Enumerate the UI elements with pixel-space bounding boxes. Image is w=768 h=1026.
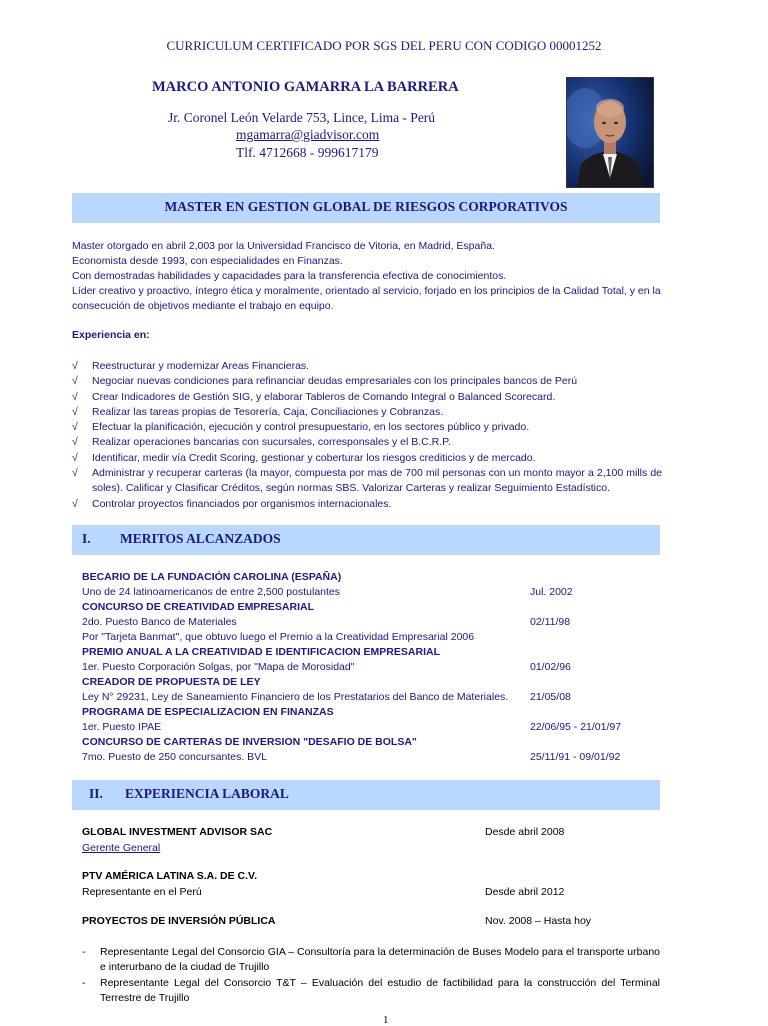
list-item: √ Reestructurar y modernizar Areas Financieras.: [72, 359, 662, 374]
merit-date: Jul. 2002: [530, 586, 573, 598]
list-item: √ Efectuar la planificación, ejecución y control presupuestario, en los sectores público y privado.: [72, 420, 662, 435]
merit-heading: CONCURSO DE CARTERAS DE INVERSION "DESAFIO DE BOLSA": [82, 736, 417, 748]
email-link[interactable]: mgamarra@giadvisor.com: [236, 127, 380, 142]
merits-section-bar: [72, 525, 660, 555]
check-icon: √: [72, 467, 78, 480]
check-icon: √: [72, 421, 78, 434]
list-item: √ Negociar nuevas condiciones para refinanciar deudas empresariales con los principales bancos de Perú: [72, 374, 662, 389]
experience-list: [72, 359, 662, 512]
intro-line: Master otorgado en abril 2,003 por la Universidad Francisco de Vitoria, en Madrid, España.: [72, 240, 495, 252]
address: Jr. Coronel León Velarde 753, Lince, Lima - Perú: [168, 110, 436, 125]
intro-line: Líder creativo y proactivo, íntegro ética y moralmente, orientado al servicio, forjado en los principios de la Calidad Total, y en la consecución de objetivos mediante el trabajo en equipo.: [72, 285, 661, 312]
section-number: II.: [89, 786, 103, 801]
list-item: - Representante Legal del Consorcio GIA – Consultoría para la determinación de Buses Modelo para el transporte urbano e interurbano de la ciudad de Trujillo: [82, 946, 660, 973]
document-header-title: CURRICULUM CERTIFICADO POR SGS DEL PERU CON CODIGO 00001252: [166, 38, 602, 53]
list-item: √ Realizar operaciones bancarias con sucursales, corresponsales y el B.C.R.P.: [72, 435, 662, 450]
list-item: √ Realizar las tareas propias de Tesorería, Caja, Conciliaciones y Cobranzas.: [72, 405, 662, 420]
merit-heading: PREMIO ANUAL A LA CREATIVIDAD E IDENTIFICACION EMPRESARIAL: [82, 646, 440, 658]
check-icon: √: [72, 436, 78, 449]
merit-line: 7mo. Puesto de 250 concursantes. BVL 25/11/91 - 09/01/92: [82, 751, 621, 763]
section-number: I.: [82, 531, 91, 546]
job-date: Desde abril 2012: [485, 886, 565, 898]
check-icon: √: [72, 375, 78, 388]
list-item: - Representante Legal del Consorcio T&T – Evaluación del estudio de factibilidad para la construcción del Terminal Terrestre de Trujillo: [82, 977, 660, 1004]
check-icon: √: [72, 360, 78, 372]
job-role[interactable]: Gerente General: [82, 842, 161, 854]
check-icon: √: [72, 497, 78, 510]
projects-list: [82, 945, 660, 1007]
check-icon: √: [72, 451, 78, 464]
job-company: PROYECTOS DE INVERSIÓN PÚBLICA Nov. 2008 – Hasta hoy: [82, 915, 592, 927]
merit-heading: BECARIO DE LA FUNDACIÓN CAROLINA (ESPAÑA): [82, 571, 342, 583]
merit-date: 02/11/98: [530, 616, 571, 628]
merit-line: 1er. Puesto Corporación Solgas, por "Mapa de Morosidad" 01/02/96: [82, 661, 571, 673]
merit-heading: CONCURSO DE CREATIVIDAD EMPRESARIAL: [82, 601, 314, 613]
section-title: MERITOS ALCANZADOS: [120, 531, 281, 546]
merit-heading: PROGRAMA DE ESPECIALIZACION EN FINANZAS: [82, 706, 334, 718]
merit-line: 1er. Puesto IPAE 22/06/95 - 21/01/97: [82, 721, 622, 733]
list-item: √ Identificar, medir vía Credit Scoring, gestionar y coberturar los riesgos crediticios y de mercado.: [72, 451, 662, 466]
merit-date: 22/06/95 - 21/01/97: [530, 721, 622, 733]
job-company: GLOBAL INVESTMENT ADVISOR SAC Desde abril 2008: [82, 826, 565, 838]
merit-line: Ley N° 29231, Ley de Saneamiento Financiero de los Prestatarios del Banco de Materiales. 21/05/08: [82, 691, 571, 703]
merit-date: 01/02/96: [530, 661, 571, 673]
intro-line: Economista desde 1993, con especialidades en Finanzas.: [72, 255, 343, 267]
job-role: Representante en el Perú Desde abril 2012: [82, 886, 565, 898]
experience-section-bar: [72, 780, 660, 810]
master-title: MASTER EN GESTION GLOBAL DE RIESGOS CORPORATIVOS: [164, 199, 568, 214]
master-section-bar: [72, 193, 660, 223]
job-date: Nov. 2008 – Hasta hoy: [485, 915, 592, 927]
list-item: √ Crear Indicadores de Gestión SIG, y elaborar Tableros de Comando Integral o Balanced Scorecard.: [72, 390, 662, 405]
section-title: EXPERIENCIA LABORAL: [125, 786, 289, 801]
intro-line: Con demostradas habilidades y capacidades para la transferencia efectiva de conocimientos.: [72, 270, 507, 282]
candidate-name: MARCO ANTONIO GAMARRA LA BARRERA: [152, 79, 459, 95]
dash-bullet: -: [82, 977, 86, 989]
job-company: PTV AMÉRICA LATINA S.A. DE C.V.: [82, 870, 258, 882]
merit-date: 21/05/08: [530, 691, 571, 703]
merit-line: 2do. Puesto Banco de Materiales 02/11/98: [82, 616, 571, 628]
dash-bullet: -: [82, 946, 86, 958]
check-icon: √: [72, 405, 78, 418]
check-icon: √: [72, 390, 78, 403]
experience-heading: Experiencia en:: [72, 329, 150, 341]
list-item: √ Administrar y recuperar carteras (la mayor, compuesta por mas de 700 mil personas con un monto mayor a 2,100 mills de soles). Calificar y Clasificar Créditos, según normas SBS. Valorizar Carteras y realizar Seguimiento Estadístico.: [72, 467, 662, 495]
page-number: 1: [383, 1014, 389, 1026]
phone: Tlf. 4712668 - 999617179: [236, 145, 379, 160]
list-item: √ Controlar proyectos financiados por organismos internacionales.: [72, 497, 662, 512]
merit-line: Por "Tarjeta Banmat", que obtuvo luego el Premio a la Creatividad Empresarial 2006: [82, 631, 475, 643]
merit-date: 25/11/91 - 09/01/92: [530, 751, 621, 763]
merit-line: Uno de 24 latinoamericanos de entre 2,500 postulantes Jul. 2002: [82, 586, 573, 598]
merit-heading: CREADOR DE PROPUESTA DE LEY: [82, 676, 261, 688]
profile-photo: [566, 77, 654, 188]
job-date: Desde abril 2008: [485, 826, 565, 838]
